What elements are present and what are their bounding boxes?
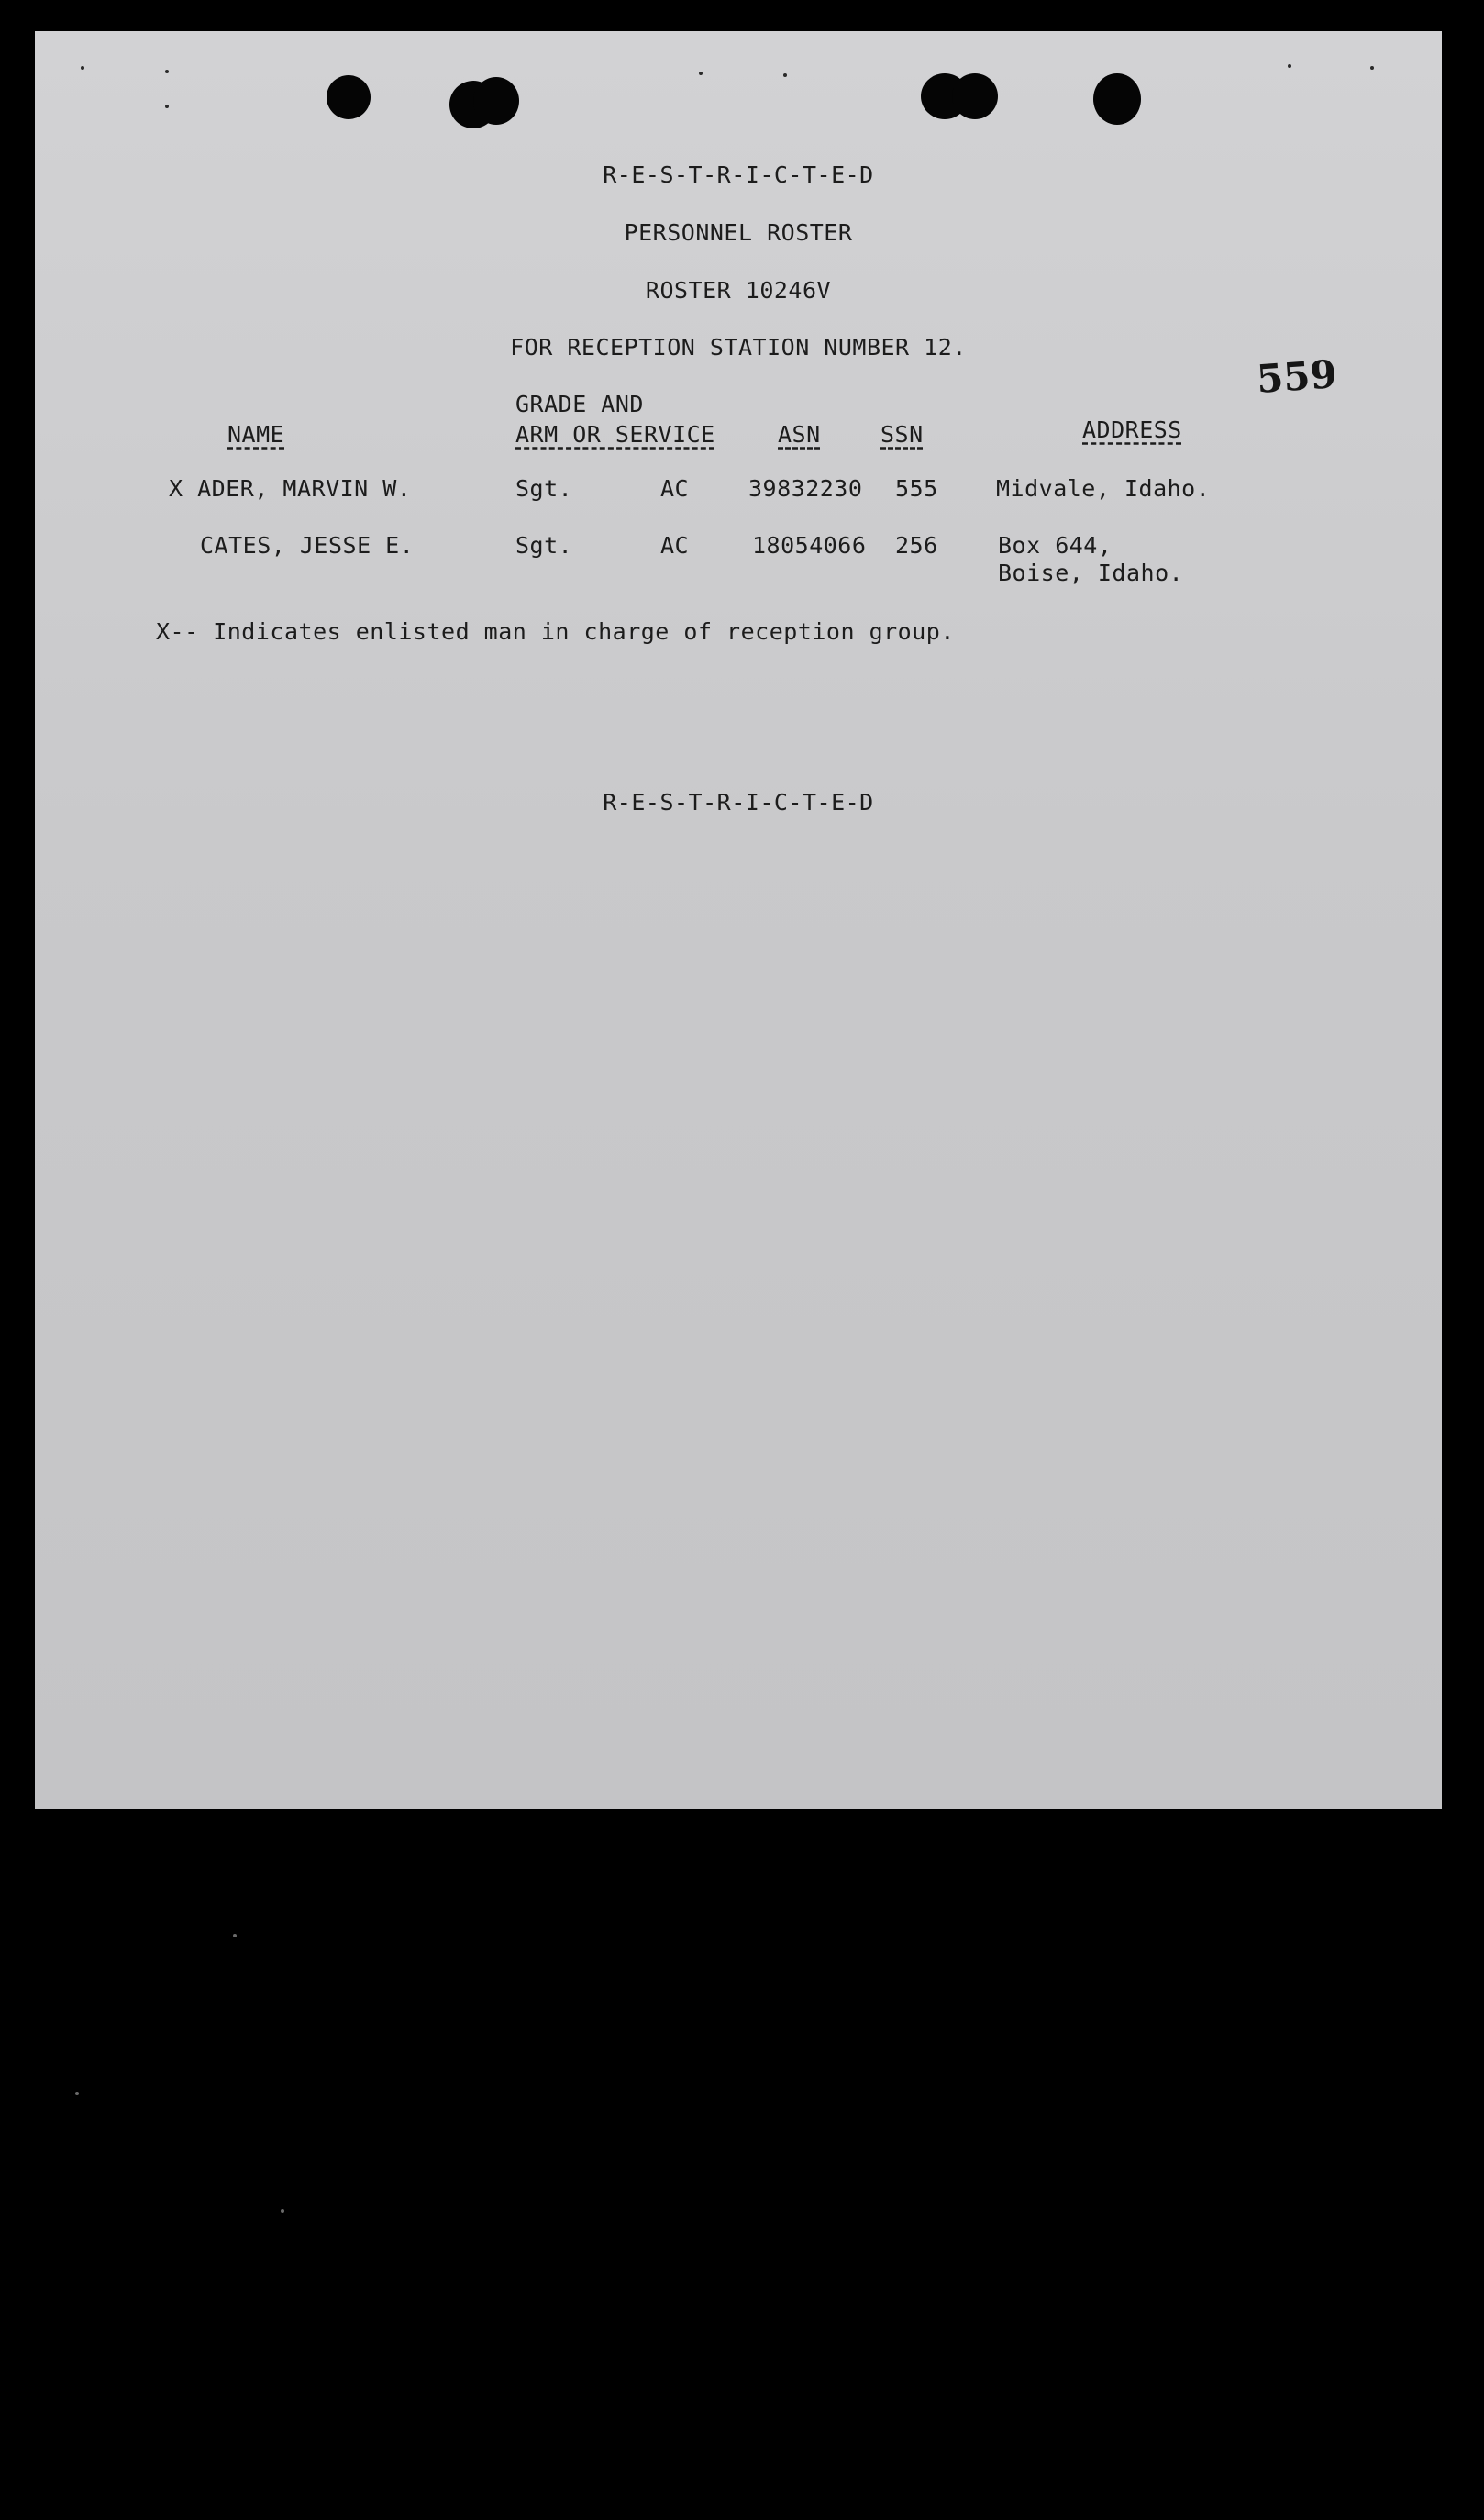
- roster-number: ROSTER 10246V: [645, 277, 832, 304]
- paper-speck: [699, 72, 703, 75]
- punch-hole: [327, 75, 371, 119]
- background-speck: [75, 2092, 79, 2095]
- document-title: PERSONNEL ROSTER: [624, 219, 853, 246]
- footnote: X-- Indicates enlisted man in charge of reception group.: [156, 618, 955, 645]
- punch-hole: [1093, 73, 1141, 125]
- column-header-grade-line1: GRADE AND: [515, 391, 644, 417]
- paper-speck: [81, 66, 84, 70]
- roster-name: X ADER, MARVIN W.: [169, 475, 412, 502]
- column-header-asn: ASN: [778, 421, 821, 448]
- roster-address: Box 644,: [998, 532, 1113, 559]
- roster-ssn: 256: [895, 532, 938, 559]
- paper-speck: [1370, 66, 1374, 70]
- background-speck: [281, 2209, 284, 2213]
- roster-address: Midvale, Idaho.: [996, 475, 1211, 502]
- paper-speck: [1288, 64, 1291, 68]
- punch-hole: [473, 77, 519, 125]
- station-line: FOR RECEPTION STATION NUMBER 12.: [510, 334, 967, 361]
- punch-hole: [952, 73, 998, 119]
- roster-asn: 39832230: [748, 475, 863, 502]
- paper-speck: [165, 105, 169, 108]
- roster-grade: Sgt.: [515, 475, 573, 502]
- classification-header: R-E-S-T-R-I-C-T-E-D: [603, 161, 874, 188]
- roster-grade: Sgt.: [515, 532, 573, 559]
- column-header-name: NAME: [227, 421, 285, 448]
- page-number: 559: [1255, 351, 1339, 402]
- roster-arm: AC: [660, 532, 690, 559]
- paper-speck: [783, 73, 787, 77]
- background-speck: [233, 1934, 237, 1937]
- roster-asn: 18054066: [752, 532, 867, 559]
- roster-arm: AC: [660, 475, 690, 502]
- roster-ssn: 555: [895, 475, 938, 502]
- document-page: [35, 31, 1442, 1809]
- classification-footer: R-E-S-T-R-I-C-T-E-D: [603, 789, 874, 816]
- roster-name: CATES, JESSE E.: [200, 532, 415, 559]
- roster-address-line2: Boise, Idaho.: [998, 560, 1184, 586]
- paper-speck: [165, 70, 169, 73]
- column-header-address: ADDRESS: [1082, 416, 1182, 443]
- column-header-ssn: SSN: [880, 421, 924, 448]
- column-header-grade-line2: ARM OR SERVICE: [515, 421, 715, 448]
